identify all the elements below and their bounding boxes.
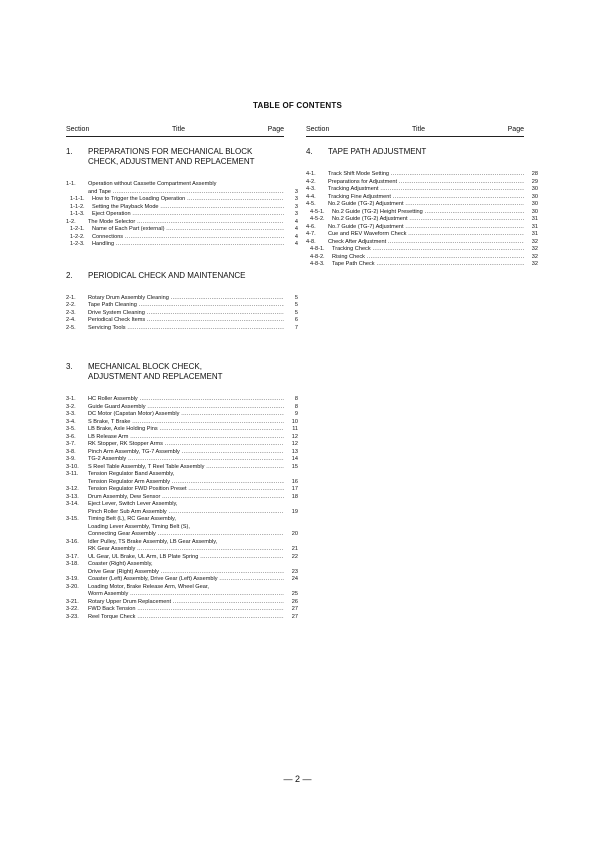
entry-number: 1-2-3. (70, 241, 85, 247)
entry-title: Rotary Upper Drum Replacement ..... (88, 599, 284, 607)
entry-page: 22 (286, 554, 298, 562)
header-page: Page (267, 126, 284, 133)
page-title: TABLE OF CONTENTS (252, 101, 343, 110)
entry-page: 5 (286, 310, 298, 318)
entry-page: 8 (286, 396, 298, 404)
chapter-number: 4. (306, 147, 313, 156)
entry-title: S Brake, T Brake ..... (88, 419, 284, 427)
entry-number: 1-1-2. (70, 203, 85, 210)
entry-number: 3-10. (66, 463, 79, 470)
toc-list (306, 171, 538, 269)
chapter-title: PREPARATIONS FOR MECHANICAL BLOCK CHECK, ADJUSTMENT AND REPLACEMENT (88, 147, 255, 166)
toc-entry (306, 209, 538, 217)
column-header-right (306, 126, 524, 136)
entry-page: 5 (286, 302, 298, 310)
entry-title: No.2 Guide (TG-2) Adjustment ..... (328, 201, 524, 209)
entry-page: 14 (286, 456, 298, 464)
toc-entry (306, 186, 538, 194)
entry-number: 3-8. (66, 448, 76, 455)
toc-entry (66, 325, 298, 333)
toc-column-right (306, 147, 538, 269)
entry-title: The Mode Selector ..... (88, 219, 284, 227)
toc-entry (66, 546, 298, 554)
entry-title: How to Trigger the Loading Operation ..... (92, 196, 284, 204)
toc-entry (66, 234, 298, 242)
toc-entry (306, 194, 538, 202)
toc-entry (306, 231, 538, 239)
toc-entry (66, 404, 298, 412)
toc-entry (66, 226, 298, 234)
toc-entry (66, 441, 298, 449)
entry-number: 4-3. (306, 186, 316, 192)
entry-number: 4-8. (306, 238, 316, 245)
entry-title: Eject Operation ..... (92, 211, 284, 219)
entry-page: 24 (286, 576, 298, 584)
entry-page: 20 (286, 531, 298, 539)
entry-page: 4 (286, 234, 298, 242)
toc-entry (66, 531, 298, 539)
entry-page: 15 (286, 464, 298, 472)
entry-page: 28 (526, 171, 538, 179)
entry-page: 3 (286, 189, 298, 197)
entry-title: FWD Back Tension ..... (88, 606, 284, 614)
toc-list (66, 295, 298, 333)
entry-title: Setting the Playback Mode ..... (92, 204, 284, 212)
entry-title: Connections ..... (92, 234, 284, 242)
entry-number: 4-8-3. (310, 261, 325, 267)
page-number: — 2 — (283, 774, 312, 784)
entry-title: Tension Regulator Band Assembly, (88, 471, 175, 477)
entry-title: RK Stopper, RK Stopper Arms ..... (88, 441, 284, 449)
entry-title: Check After Adjustment ..... (328, 239, 524, 247)
entry-title: Drive Gear (Right) Assembly ..... (88, 569, 284, 577)
entry-number: 4-4. (306, 193, 316, 200)
entry-title: Pinch Arm Assembly, TG-7 Assembly ..... (88, 449, 284, 457)
chapter-title: TAPE PATH ADJUSTMENT (328, 147, 427, 156)
toc-entry (66, 486, 298, 494)
entry-title: HC Roller Assembly ..... (88, 396, 284, 404)
entry-title: Servicing Tools ..... (88, 325, 284, 333)
entry-page: 26 (286, 599, 298, 607)
entry-number: 2-1. (66, 294, 76, 301)
entry-page: 12 (286, 441, 298, 449)
toc-entry (66, 561, 298, 569)
entry-number: 3-2. (66, 403, 76, 410)
entry-page: 6 (286, 317, 298, 325)
entry-page: 31 (526, 224, 538, 232)
entry-number: 3-23. (66, 613, 79, 620)
entry-number: 2-5. (66, 324, 76, 331)
entry-page: 23 (286, 569, 298, 577)
entry-title: Name of Each Part (external) ..... (92, 226, 284, 234)
entry-page: 30 (526, 209, 538, 217)
entry-number: 3-11. (66, 471, 79, 477)
entry-title: Reel Torque Check ..... (88, 614, 284, 622)
entry-title: RK Gear Assembly ..... (88, 546, 284, 554)
entry-number: 3-5. (66, 426, 76, 432)
entry-number: 3-22. (66, 606, 79, 612)
entry-page: 30 (526, 194, 538, 202)
entry-page: 25 (286, 591, 298, 599)
entry-page: 31 (526, 231, 538, 239)
entry-title: UL Gear, UL Brake, UL Arm, LB Plate Spring ..... (88, 554, 284, 562)
toc-list (66, 396, 298, 621)
toc-entry (66, 211, 298, 219)
entry-title: No.2 Guide (TG-2) Adjustment ..... (332, 216, 524, 224)
chapter-number: 3. (66, 362, 73, 371)
toc-entry (66, 241, 298, 249)
toc-entry (306, 246, 538, 254)
entry-title: LB Release Arm ..... (88, 434, 284, 442)
toc-entry (66, 426, 298, 434)
entry-number: 4-7. (306, 231, 316, 237)
entry-number: 4-1. (306, 171, 316, 177)
chapter-heading (306, 147, 538, 157)
entry-page: 3 (286, 211, 298, 219)
entry-title: Guide Guard Assembly ..... (88, 404, 284, 412)
entry-title: Connecting Gear Assembly ..... (88, 531, 284, 539)
toc-entry (66, 302, 298, 310)
entry-number: 3-12. (66, 486, 79, 492)
entry-title: Tape Path Cleaning ..... (88, 302, 284, 310)
chapter-title: MECHANICAL BLOCK CHECK, ADJUSTMENT AND REPLACEMENT (88, 362, 223, 381)
toc-entry (306, 254, 538, 262)
toc-entry (66, 539, 298, 547)
entry-page: 32 (526, 261, 538, 269)
toc-entry (66, 456, 298, 464)
entry-number: 2-2. (66, 302, 76, 308)
entry-title: Rising Check ..... (332, 254, 524, 262)
toc-entry (66, 614, 298, 622)
entry-title: Worm Assembly ..... (88, 591, 284, 599)
entry-number: 4-8-2. (310, 253, 325, 260)
entry-page: 16 (286, 479, 298, 487)
entry-page: 5 (286, 295, 298, 303)
toc-entry (306, 171, 538, 179)
header-title: Title (412, 126, 425, 133)
entry-number: 4-8-1. (310, 246, 325, 252)
entry-title: Cue and REV Waveform Check ..... (328, 231, 524, 239)
entry-number: 4-5-1. (310, 208, 325, 215)
entry-page: 3 (286, 204, 298, 212)
entry-title: Eject Lever, Switch Lever Assembly, (88, 501, 178, 507)
entry-title: Loading Motor, Brake Release Arm, Wheel Gear, (88, 583, 209, 590)
entry-number: 3-20. (66, 583, 79, 590)
toc-entry (66, 189, 298, 197)
entry-page: 12 (286, 434, 298, 442)
toc-column-left (66, 147, 298, 621)
toc-entry (66, 295, 298, 303)
entry-number: 2-3. (66, 309, 76, 316)
entry-title: Coaster (Left) Assembly, Drive Gear (Left) Assembly ..... (88, 576, 284, 584)
entry-number: 1-2-1. (70, 226, 85, 232)
entry-title: Preparations for Adjustment ..... (328, 179, 524, 187)
entry-title: Rotary Drum Assembly Cleaning ..... (88, 295, 284, 303)
entry-number: 4-6. (306, 223, 316, 230)
entry-number: 4-5. (306, 201, 316, 207)
entry-title: S Reel Table Assembly, T Reel Table Assembly ..... (88, 464, 284, 472)
entry-page: 4 (286, 241, 298, 249)
entry-number: 3-13. (66, 493, 79, 500)
header-title: Title (172, 126, 185, 133)
entry-title: Periodical Check Items ..... (88, 317, 284, 325)
toc-entry (66, 591, 298, 599)
entry-title: LB Brake, Axle Holding Pins ..... (88, 426, 284, 434)
toc-entry (66, 479, 298, 487)
entry-number: 1-2. (66, 218, 76, 225)
entry-title: and Tape ..... (88, 189, 284, 197)
entry-number: 3-19. (66, 576, 79, 582)
toc-entry (66, 576, 298, 584)
entry-page: 4 (286, 219, 298, 227)
entry-number: 2-4. (66, 317, 76, 323)
entry-title: Pinch Roller Sub Arm Assembly ..... (88, 509, 284, 517)
entry-number: 1-1-3. (70, 211, 85, 217)
entry-title: Tension Regulator Arm Assembly ..... (88, 479, 284, 487)
toc-entry (66, 310, 298, 318)
entry-number: 3-1. (66, 396, 76, 402)
toc-entry (66, 599, 298, 607)
entry-page: 27 (286, 614, 298, 622)
toc-entry (306, 224, 538, 232)
entry-number: 3-21. (66, 598, 79, 605)
header-page: Page (507, 126, 524, 133)
toc-entry (306, 201, 538, 209)
toc-entry (66, 434, 298, 442)
entry-page: 27 (286, 606, 298, 614)
entry-number: 3-14. (66, 501, 79, 507)
chapter-heading (66, 271, 298, 281)
entry-page: 3 (286, 196, 298, 204)
column-header-left (66, 126, 284, 136)
entry-page: 31 (526, 216, 538, 224)
entry-page: 9 (286, 411, 298, 419)
entry-title: TG-2 Assembly ..... (88, 456, 284, 464)
chapter-heading (66, 362, 298, 382)
toc-entry (306, 179, 538, 187)
entry-number: 1-2-2. (70, 233, 85, 240)
toc-entry (66, 471, 298, 479)
header-rule (66, 136, 284, 137)
toc-entry (66, 554, 298, 562)
header-section: Section (66, 126, 90, 133)
entry-title: Loading Lever Assembly, Timing Belt (S), (88, 523, 190, 530)
entry-number: 4-2. (306, 178, 316, 185)
entry-title: Idler Pulley, TS Brake Assembly, LB Gear Assembly, (88, 538, 218, 545)
toc-entry (66, 396, 298, 404)
entry-number: 3-18. (66, 561, 79, 567)
entry-number: 4-5-2. (310, 216, 325, 222)
toc-entry (66, 317, 298, 325)
entry-title: Timing Belt (L), RC Gear Assembly, (88, 516, 176, 522)
header-rule (306, 136, 524, 137)
chapter-number: 1. (66, 147, 73, 156)
toc-entry (66, 411, 298, 419)
toc-entry (66, 196, 298, 204)
entry-number: 3-9. (66, 456, 76, 462)
toc-list (66, 181, 298, 249)
entry-page: 7 (286, 325, 298, 333)
entry-page: 32 (526, 239, 538, 247)
toc-entry (66, 524, 298, 532)
chapter-title: PERIODICAL CHECK AND MAINTENANCE (88, 270, 246, 280)
entry-title: Tape Path Check ..... (332, 261, 524, 269)
entry-page: 21 (286, 546, 298, 554)
entry-page: 30 (526, 186, 538, 194)
entry-number: 3-3. (66, 411, 76, 417)
entry-page: 19 (286, 509, 298, 517)
entry-number: 1-1. (66, 181, 76, 187)
entry-title: No.7 Guide (TG-7) Adjustment ..... (328, 224, 524, 232)
entry-page: 18 (286, 494, 298, 502)
toc-entry (66, 584, 298, 592)
entry-page: 32 (526, 254, 538, 262)
chapter-number: 2. (66, 270, 73, 280)
entry-title: No.2 Guide (TG-2) Height Presetting ..... (332, 209, 524, 217)
toc-entry (66, 516, 298, 524)
entry-title: Drum Assembly, Dew Sensor ..... (88, 494, 284, 502)
toc-entry (66, 464, 298, 472)
entry-number: 3-16. (66, 538, 79, 545)
entry-page: 29 (526, 179, 538, 187)
toc-entry (66, 494, 298, 502)
toc-entry (306, 261, 538, 269)
entry-page: 13 (286, 449, 298, 457)
toc-entry (306, 239, 538, 247)
entry-title: Tension Regulator FWD Position Preset ..... (88, 486, 284, 494)
toc-entry (66, 569, 298, 577)
toc-entry (66, 509, 298, 517)
entry-page: 11 (286, 426, 298, 434)
entry-page: 10 (286, 419, 298, 427)
entry-number: 3-6. (66, 433, 76, 440)
entry-title: Operation without Cassette Compartment Assembly (88, 181, 217, 187)
entry-title: Tracking Fine Adjustment ..... (328, 194, 524, 202)
toc-entry (66, 419, 298, 427)
entry-title: Tracking Adjustment ..... (328, 186, 524, 194)
toc-entry (306, 216, 538, 224)
entry-title: Tracking Check ..... (332, 246, 524, 254)
entry-title: Coaster (Right) Assembly, (88, 561, 153, 567)
entry-number: 3-15. (66, 516, 79, 522)
chapter-heading (66, 147, 298, 167)
header-section: Section (306, 126, 330, 133)
entry-page: 8 (286, 404, 298, 412)
entry-title: DC Motor (Capstan Motor) Assembly ..... (88, 411, 284, 419)
entry-number: 3-17. (66, 553, 79, 560)
toc-entry (66, 219, 298, 227)
entry-title: Track Shift Mode Setting ..... (328, 171, 524, 179)
toc-entry (66, 204, 298, 212)
entry-title: Drive System Cleaning ..... (88, 310, 284, 318)
entry-page: 30 (526, 201, 538, 209)
entry-page: 17 (286, 486, 298, 494)
toc-entry (66, 181, 298, 189)
toc-entry (66, 606, 298, 614)
toc-entry (66, 449, 298, 457)
entry-title: Handling ..... (92, 241, 284, 249)
entry-number: 3-4. (66, 418, 76, 425)
entry-number: 1-1-1. (70, 196, 85, 202)
entry-page: 4 (286, 226, 298, 234)
toc-entry (66, 501, 298, 509)
entry-page: 32 (526, 246, 538, 254)
entry-number: 3-7. (66, 441, 76, 447)
